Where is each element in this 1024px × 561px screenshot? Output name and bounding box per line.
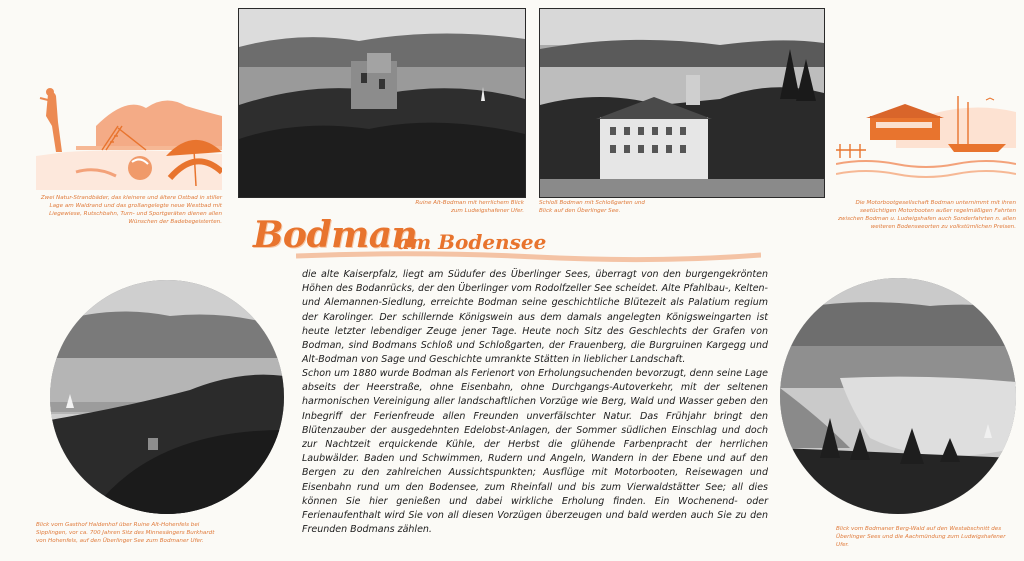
beach-illustration bbox=[36, 86, 222, 190]
bergwald-caption: Blick vom Bodmaner Berg-Wald auf den Westabschnitt des Überlinger Sees und die Aachmündung zum Ludwigshafener Ufer. bbox=[836, 526, 1006, 548]
haldenhof-caption: Blick vom Gasthof Haldenhof über Ruine Alt-Hohenfels bei Sipplingen, vor ca. 700 Jahren Sitz des Minnesängers Burkhardt von Hohenfels, auf den Überlinger See zum Bodmaner Ufer. bbox=[36, 522, 215, 544]
title-main: Bodman bbox=[253, 214, 418, 256]
body-text: Schon um 1880 wurde Bodman als Ferienort von Erholungsuchenden bevorzugt, denn seine Lage abseits der Heerstraße, ohne Eisenbahn, ohne Durchgangs-Autoverkehr, mit der seltenen harmonischen Vereinigung aller landschaftlichen Vorzüge wie Berg, Wald und Wasser geben den Inbegriff der Ferienfreude allen Freunden unverfälschter Natur. Das Frühjahr bringt den Blütenzauber der ausgedehnten Edelobst-Anlagen, der Sommer südlichen Einschlag und doch zur Nachtzeit erquickende Kühle, der Herbst die glühende Farbenpracht der herrlichen Laubwälder. Baden und Schwimmen, Rudern und Angeln, Wandern in der Ebene und auf den Bergen zu den zahlreichen Aussichtspunkten; Ausflüge mit Motorbooten, Reisewagen und Eisenbahn rund um den Bodensee, zum Rheinfall und bis zum Vierwaldstätter See; all dies können Sie hier genießen und dabei wirkliche Erholung finden. Ein Wochenend- oder Ferienaufenthalt wird Sie von all diesen Vorzügen überzeugen und bald werden auch Sie zu den Freunden Bodmans zählen. bbox=[302, 368, 768, 536]
ruin-photo bbox=[238, 8, 526, 198]
ruin-caption: Ruine Alt-Bodman mit herrlichem Blick zum Ludwigshafener Ufer. bbox=[415, 200, 524, 214]
beach-caption: Zwei Natur-Strandbäder, das kleinere und ältere Ostbad in stiller Lage am Waldrand und das großangelegte neue Westbad mit Liegewiese, Rutschbahn, Turn- und Sportgeräten dienen allen Wünschen der Badebegeisterten. bbox=[40, 195, 222, 225]
boathouse-illustration bbox=[836, 88, 1016, 190]
castle-caption: Schloß Bodman mit Schloßgarten und Blick auf den Überlinger See. bbox=[539, 200, 645, 214]
bergwald-photo bbox=[780, 278, 1016, 514]
castle-photo bbox=[539, 8, 825, 198]
haldenhof-photo bbox=[50, 280, 284, 514]
intro-paragraph bbox=[302, 268, 768, 367]
motorboat-caption: Die Motorbootgesellschaft Bodman unternimmt mit ihren seetüchtigen Motorbooten außer regelmäßigen Fahrten zwischen Bodman u. Ludwigshafen auch Sonderfahrten n. allen weiteren Bodenseeorten zu volkstümlichen Preisen. bbox=[838, 200, 1016, 230]
brush-stroke-decoration bbox=[296, 249, 761, 263]
title-sub: am Bodensee bbox=[397, 230, 547, 254]
main-paragraph bbox=[302, 367, 768, 537]
intro-text: die alte Kaiserpfalz, liegt am Südufer des Überlinger Sees, überragt von den burgengekrönten Höhen des Bodanrücks, der den Überlinger vom Rodolfzeller See scheidet. Alte Pfahlbau-, Kelten- und Alemannen-Siedlung, erreichte Bodman seine geschichtliche Blütezeit als Palatium regium der Karolinger. Der schillernde Königswein aus dem damals angelegten Königsweingarten ist heute letzter lebendiger Zeuge jener Tage. Heute noch Sitz des Geschlechts der Grafen von Bodman, sind Bodmans Schloß und Schloßgarten, der Frauenberg, die Burgruinen Kargegg und Alt-Bodman von Sage und Geschichte umrankte Stätten in lieblicher Landschaft. bbox=[302, 269, 768, 366]
